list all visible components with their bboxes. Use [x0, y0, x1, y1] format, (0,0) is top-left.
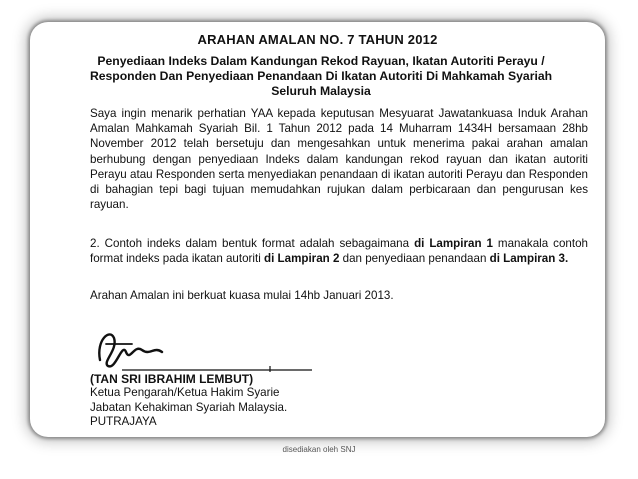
document-subtitle: Penyediaan Indeks Dalam Kandungan Rekod Rayuan, Ikatan Autoriti Perayu / Responden Dan Penyediaan Penandaan Di Ikatan Autoriti Di Mahkamah Syariah Seluruh Malaysia [89, 54, 553, 98]
paragraph-1: Saya ingin menarik perhatian YAA kepada keputusan Mesyuarat Jawatankuasa Induk Arahan Amalan Mahkamah Syariah Bil. 1 Tahun 2012 pada 14 Muharram 1434H bersamaan 28hb November 2012 telah bersetuju dan mengesahkan untuk menerima pakai arahan amalan berhubung dengan penyediaan Indeks dalam kandungan rekod rayuan dan ikatan autoriti Perayu atau Responden serta menyediakan penandaan di ikatan autoriti Perayu dan Responden di bahagian tepi bagi tujuan memudahkan rujukan dalam perbicaraan dan pengurusan kes rayuan. [90, 107, 588, 212]
document-card [30, 22, 605, 437]
signer-line-1: Ketua Pengarah/Ketua Hakim Syarie [90, 386, 280, 400]
paragraph-2 [90, 236, 588, 266]
paragraph-2-bold1: di Lampiran 1 [414, 237, 493, 250]
signer-line-3: PUTRAJAYA [90, 415, 157, 429]
paragraph-3: Arahan Amalan ini berkuat kuasa mulai 14hb Januari 2013. [90, 289, 394, 302]
signature-mark [92, 322, 322, 372]
signer-block [90, 372, 287, 430]
paragraph-2-part1: 2. Contoh indeks dalam bentuk format adalah sebagaimana [90, 237, 415, 250]
paragraph-2-bold2: di Lampiran 2 [264, 252, 340, 266]
signer-line-2: Jabatan Kehakiman Syariah Malaysia. [90, 400, 288, 414]
paragraph-2-part2: manakala contoh format indeks pada ikatan autoriti [90, 237, 588, 266]
paragraph-2-bold3: di Lampiran 3. [489, 252, 569, 266]
paragraph-2-part3: dan penyediaan penandaan [339, 252, 490, 266]
document-title: ARAHAN AMALAN NO. 7 TAHUN 2012 [197, 32, 438, 47]
footer-credit: disediakan oleh SNJ [282, 445, 356, 454]
signer-name: (TAN SRI IBRAHIM LEMBUT) [90, 372, 254, 386]
